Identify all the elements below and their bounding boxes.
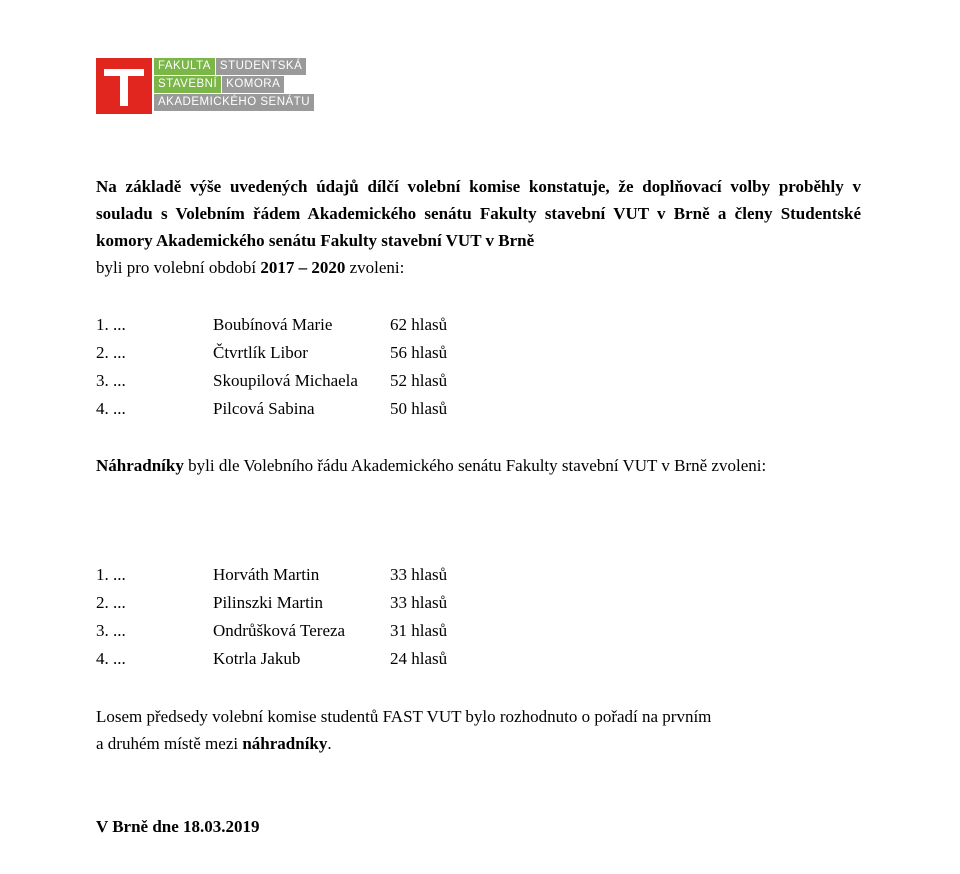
substitutes-paragraph [96,452,836,479]
list-item-name: Ondrůšková Tereza [213,621,346,640]
vut-t-logo-icon [96,58,152,114]
lottery-line-2-bold: náhradníky [242,734,328,753]
faculty-logo [96,58,315,114]
list-item-number: 1. ... [96,565,126,584]
logo-text-fakulta: FAKULTA [154,58,215,75]
list-item [96,589,496,617]
list-item-votes: 52 hlasů [390,371,448,390]
list-item-number: 1. ... [96,315,126,334]
list-item [96,395,496,423]
list-item-votes: 31 hlasů [390,621,448,640]
intro-paragraph [96,173,861,281]
intro-bold-text: Na základě výše uvedených údajů dílčí volební komise konstatuje, že doplňovací volby proběhly v souladu s Volebním řádem Akademického senátu Fakulty stavební VUT v Brně a členy Studentské komory Akademického senátu Fakulty stavební VUT v Brně [96,177,861,250]
list-item-votes: 24 hlasů [390,649,448,668]
list-item-name: Čtvrtlík Libor [213,343,308,362]
lottery-line-2-suffix: . [327,734,332,753]
list-item [96,561,496,589]
lottery-line-2-prefix: a druhém místě mezi [96,734,243,753]
list-item [96,311,496,339]
list-item-name: Pilcová Sabina [213,399,315,418]
intro-prefix: byli pro volební období [96,258,261,277]
intro-period: 2017 – 2020 [260,258,346,277]
intro-suffix: zvoleni: [345,258,405,277]
list-item-number: 3. ... [96,621,126,640]
logo-text-stavebni: STAVEBNÍ [154,76,221,93]
logo-text [154,58,315,114]
list-item-votes: 62 hlasů [390,315,448,334]
lottery-paragraph [96,703,861,757]
list-item-number: 3. ... [96,371,126,390]
list-item [96,645,496,673]
lottery-line-1: Losem předsedy volební komise studentů FAST VUT bylo rozhodnuto o pořadí na prvním [96,707,712,726]
list-item-name: Boubínová Marie [213,315,333,334]
list-item [96,339,496,367]
list-item-number: 4. ... [96,399,126,418]
list-item-votes: 33 hlasů [390,593,448,612]
logo-text-studentska: STUDENTSKÁ [216,58,306,75]
list-item-number: 4. ... [96,649,126,668]
lottery-line-2 [96,730,861,757]
intro-last-line [96,254,861,281]
list-item-votes: 50 hlasů [390,399,448,418]
substitutes-text: byli dle Volebního řádu Akademického senátu Fakulty stavební VUT v Brně zvoleni: [183,456,767,475]
list-item-number: 2. ... [96,593,126,612]
list-item [96,367,496,395]
list-item-name: Skoupilová Michaela [213,371,358,390]
date-line: V Brně dne 18.03.2019 [96,817,260,836]
list-item-name: Pilinszki Martin [213,593,324,612]
logo-text-akademickeho-senatu: AKADEMICKÉHO SENÁTU [154,94,314,111]
substitutes-bold-word: Náhradníky [96,456,184,475]
list-item-votes: 33 hlasů [390,565,448,584]
logo-text-komora: KOMORA [222,76,284,93]
list-item-name: Horváth Martin [213,565,320,584]
list-item-name: Kotrla Jakub [213,649,301,668]
list-item [96,617,496,645]
list-item-votes: 56 hlasů [390,343,448,362]
list-item-number: 2. ... [96,343,126,362]
